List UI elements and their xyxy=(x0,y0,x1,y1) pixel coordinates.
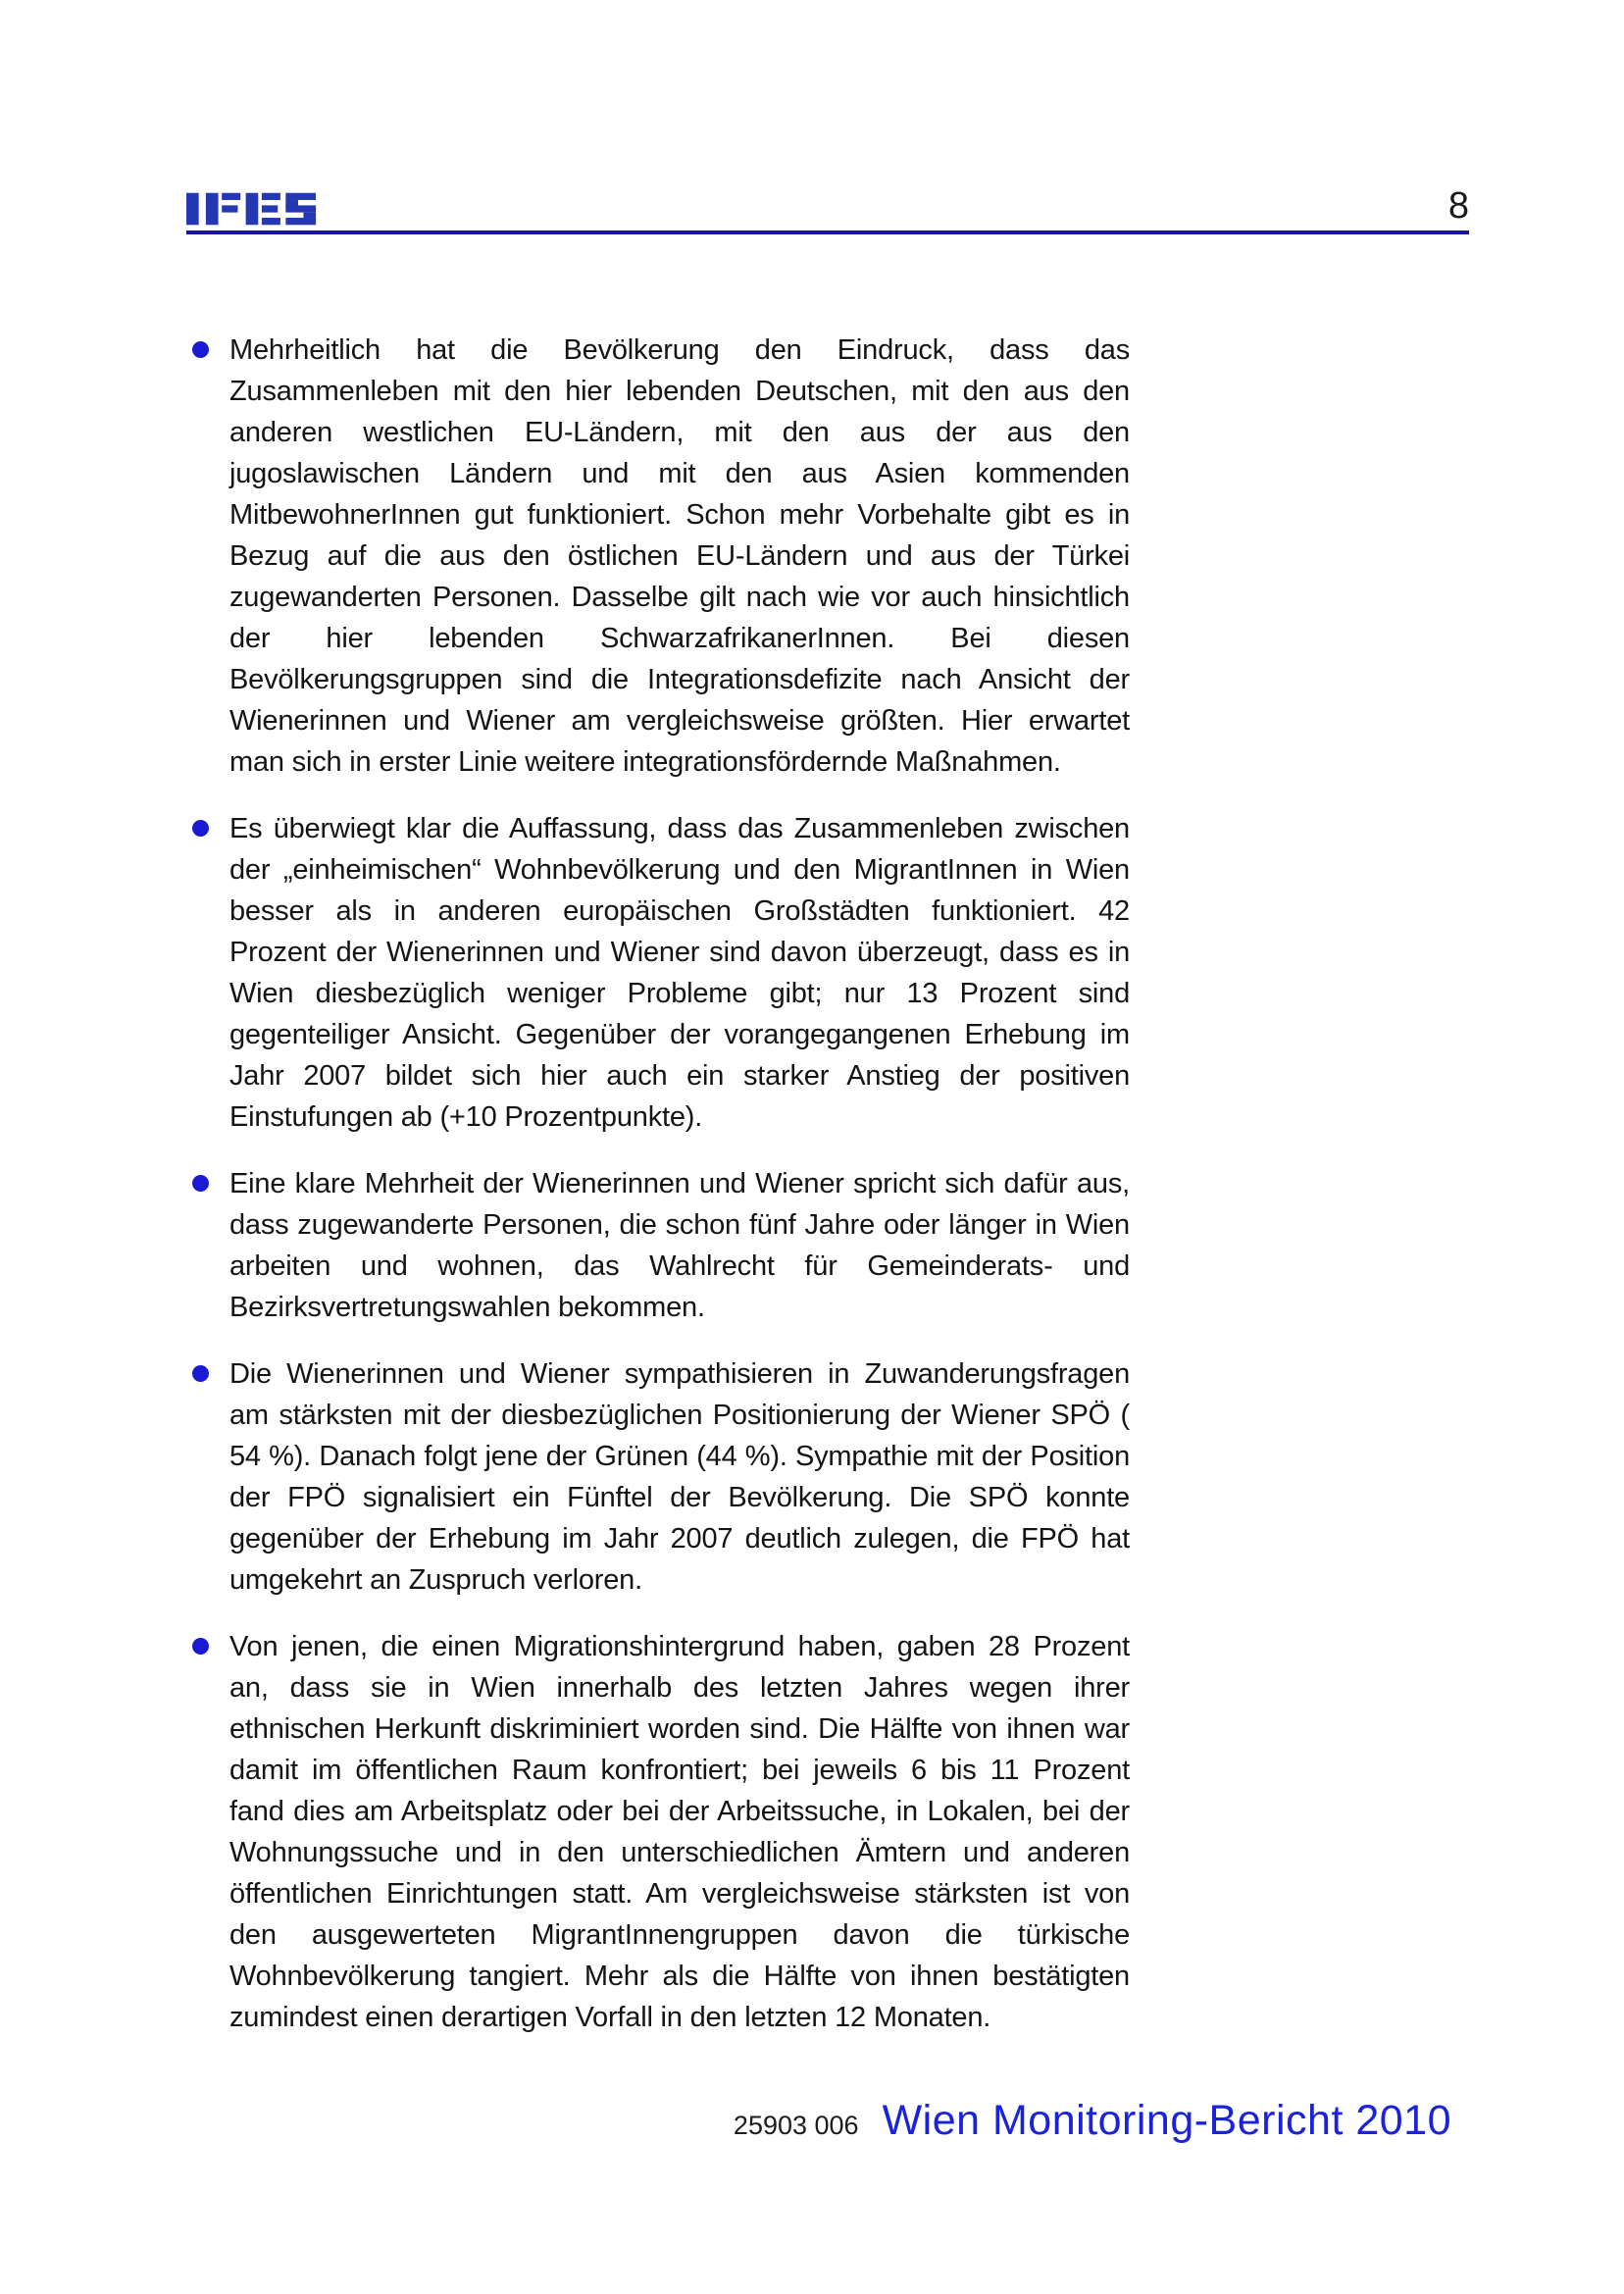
bullet-item xyxy=(192,808,1130,1138)
page-footer xyxy=(734,2097,1451,2145)
bullet-text: Von jenen, die einen Migrationshintergrund haben, gaben 28 Prozent an, dass sie in Wien innerhalb des letzten Jahres wegen ihrer ethnischen Herkunft diskriminiert worden sind. Die Hälfte von ihnen war damit im öffentlichen Raum konfrontiert; bei jeweils 6 bis 11 Prozent fand dies am Arbeitsplatz oder bei der Arbeitssuche, in Lokalen, bei der Wohnungssuche und in den unterschiedlichen Ämtern und anderen öffentlichen Einrichtungen statt. Am vergleichsweise stärksten ist von den ausgewerteten MigrantInnengruppen davon die türkische Wohnbevölkerung tangiert. Mehr als die Hälfte von ihnen bestätigten zumindest einen derartigen Vorfall in den letzten 12 Monaten. xyxy=(229,1631,1130,2033)
bullet-item xyxy=(192,1626,1130,2038)
bullet-item xyxy=(192,1163,1130,1328)
bullet-item xyxy=(192,1353,1130,1601)
page-number: 8 xyxy=(1447,185,1469,227)
ifes-logo xyxy=(186,192,335,226)
bullet-icon xyxy=(192,1638,209,1655)
bullet-item xyxy=(192,330,1130,783)
ifes-logo-graphic xyxy=(186,192,335,226)
bullet-icon xyxy=(192,820,209,837)
bullet-text: Die Wienerinnen und Wiener sympathisieren in Zuwanderungsfragen am stärksten mit der diesbezüglichen Positionierung der Wiener SPÖ ( 54 %). Danach folgt jene der Grünen (44 %). Sympathie mit der Position der FPÖ signalisiert ein Fünftel der Bevölkerung. Die SPÖ konnte gegenüber der Erhebung im Jahr 2007 deutlich zulegen, die FPÖ hat umgekehrt an Zuspruch verloren. xyxy=(229,1358,1130,1596)
bullet-text: Mehrheitlich hat die Bevölkerung den Eindruck, dass das Zusammenleben mit den hier lebenden Deutschen, mit den aus den anderen westlichen EU-Ländern, mit den aus der aus den jugoslawischen Ländern und mit den aus Asien kommenden MitbewohnerInnen gut funktioniert. Schon mehr Vorbehalte gibt es in Bezug auf die aus den östlichen EU-Ländern und aus der Türkei zugewanderten Personen. Dasselbe gilt nach wie vor auch hinsichtlich der hier lebenden SchwarzafrikanerInnen. Bei diesen Bevölkerungsgruppen sind die Integrationsdefizite nach Ansicht der Wienerinnen und Wiener am vergleichsweise größten. Hier erwartet man sich in erster Linie weitere integrationsfördernde Maßnahmen. xyxy=(229,334,1130,778)
report-code: 25903 006 xyxy=(733,2111,859,2140)
report-title: Wien Monitoring-Bericht 2010 xyxy=(882,2097,1451,2144)
summary-bullet-list xyxy=(192,330,1130,2064)
bullet-icon xyxy=(192,1365,209,1382)
header-rule xyxy=(186,230,1469,234)
bullet-text: Es überwiegt klar die Auffassung, dass das Zusammenleben zwischen der „einheimischen“ Wohnbevölkerung und den MigrantInnen in Wien besser als in anderen europäischen Großstädten funktioniert. 42 Prozent der Wienerinnen und Wiener sind davon überzeugt, dass es in Wien diesbezüglich weniger Probleme gibt; nur 13 Prozent sind gegenteiliger Ansicht. Gegenüber der vorangegangenen Erhebung im Jahr 2007 bildet sich hier auch ein starker Anstieg der positiven Einstufungen ab (+10 Prozentpunkte). xyxy=(229,813,1130,1133)
ifes-logo-text xyxy=(186,226,187,227)
bullet-icon xyxy=(192,1175,209,1192)
bullet-text: Eine klare Mehrheit der Wienerinnen und Wiener spricht sich dafür aus, dass zugewanderte Personen, die schon fünf Jahre oder länger in Wien arbeiten und wohnen, das Wahlrecht für Gemeinderats- und Bezirksvertretungswahlen bekommen. xyxy=(229,1168,1130,1323)
bullet-icon xyxy=(192,341,209,358)
